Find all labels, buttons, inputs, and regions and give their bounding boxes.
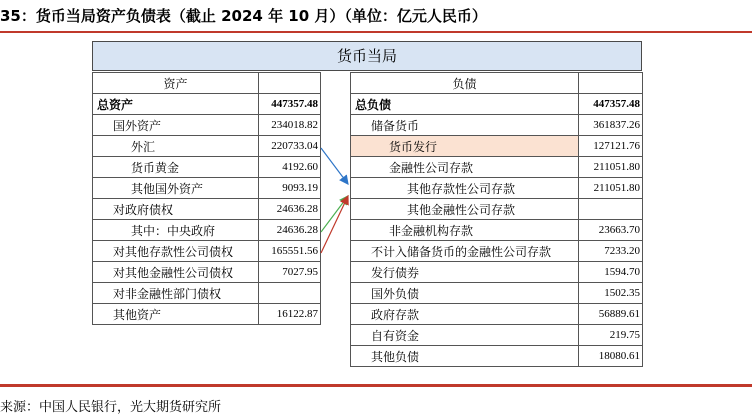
assets-row-label: 对非金融性部门债权	[93, 283, 259, 304]
arrow-fx-to-deposits	[321, 148, 348, 184]
assets-row-label: 总资产	[93, 94, 259, 115]
liabilities-row-label: 储备货币	[351, 115, 579, 136]
liabilities-row-value: 1594.70	[579, 262, 643, 283]
liabilities-row-label: 其他金融性公司存款	[351, 199, 579, 220]
liabilities-row-label: 总负债	[351, 94, 579, 115]
assets-row-value: 24636.28	[259, 199, 321, 220]
liabilities-row-label: 货币发行	[351, 136, 579, 157]
assets-row-label: 货币黄金	[93, 157, 259, 178]
assets-row-value: 9093.19	[259, 178, 321, 199]
liabilities-row-label: 金融性公司存款	[351, 157, 579, 178]
liabilities-row-label: 非金融机构存款	[351, 220, 579, 241]
assets-row-label: 外汇	[93, 136, 259, 157]
assets-row-label: 对其他存款性公司债权	[93, 241, 259, 262]
liabilities-row-value: 211051.80	[579, 178, 643, 199]
assets-row-value: 7027.95	[259, 262, 321, 283]
liabilities-row-label: 发行债券	[351, 262, 579, 283]
table-header: 货币当局	[92, 41, 642, 71]
assets-row-label: 其他国外资产	[93, 178, 259, 199]
assets-row-label: 其他资产	[93, 304, 259, 325]
assets-row-value: 447357.48	[259, 94, 321, 115]
assets-row-label: 对政府债权	[93, 199, 259, 220]
liabilities-row-label: 自有资金	[351, 325, 579, 346]
liabilities-row-label: 其他负债	[351, 346, 579, 367]
assets-row-value: 220733.04	[259, 136, 321, 157]
assets-row-label: 其中：中央政府	[93, 220, 259, 241]
liabilities-row-label: 国外负债	[351, 283, 579, 304]
liabilities-row-value: 211051.80	[579, 157, 643, 178]
liabilities-row-label: 不计入储备货币的金融性公司存款	[351, 241, 579, 262]
assets-row-value: 16122.87	[259, 304, 321, 325]
liabilities-row-value: 127121.76	[579, 136, 643, 157]
liabilities-row-value: 1502.35	[579, 283, 643, 304]
liabilities-row-label: 其他存款性公司存款	[351, 178, 579, 199]
liabilities-row-value: 56889.61	[579, 304, 643, 325]
bottom-rule	[0, 384, 752, 387]
assets-heading: 资产	[93, 73, 259, 94]
source-note: 来源：中国人民银行，光大期货研究所	[0, 400, 222, 415]
arrow-banks-to-deposits	[321, 196, 348, 253]
assets-row-value: 24636.28	[259, 220, 321, 241]
assets-row-label: 国外资产	[93, 115, 259, 136]
liabilities-heading: 负债	[351, 73, 579, 94]
assets-row-value: 234018.82	[259, 115, 321, 136]
liabilities-row-value: 447357.48	[579, 94, 643, 115]
liabilities-row-value: 361837.26	[579, 115, 643, 136]
liabilities-row-label: 政府存款	[351, 304, 579, 325]
assets-row-label: 对其他金融性公司债权	[93, 262, 259, 283]
liabilities-row-value: 7233.20	[579, 241, 643, 262]
arrow-gov-to-deposits	[321, 196, 348, 232]
liabilities-row-value: 219.75	[579, 325, 643, 346]
liabilities-row-value: 23663.70	[579, 220, 643, 241]
page-title: 35：货币当局资产负债表（截止 2024 年 10 月）（单位：亿元人民币）	[0, 7, 487, 25]
assets-row-value: 165551.56	[259, 241, 321, 262]
liabilities-row-value: 18080.61	[579, 346, 643, 367]
assets-row-value: 4192.60	[259, 157, 321, 178]
